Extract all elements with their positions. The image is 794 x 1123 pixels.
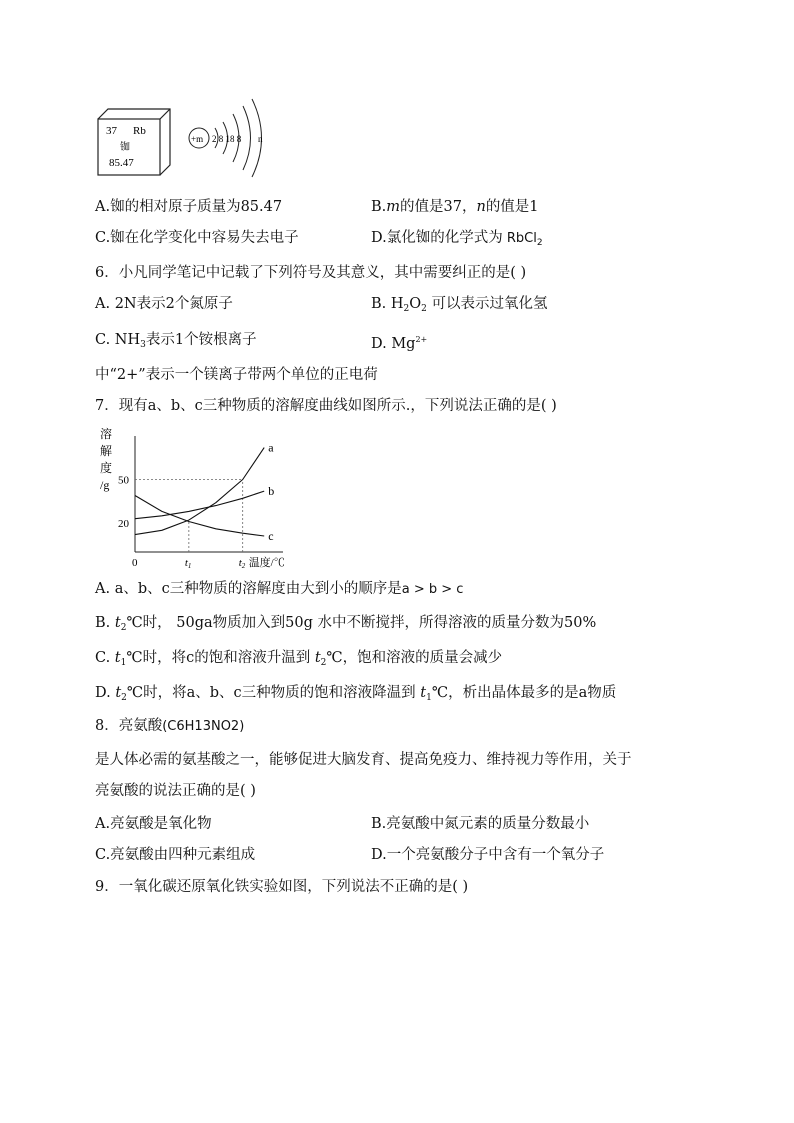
q8-stem-line3: 亮氨酸的说法正确的是( ) — [95, 783, 256, 799]
y-tick-label-50: 50 — [118, 474, 129, 487]
y-axis-label-1: 解 — [100, 444, 113, 458]
q8-option-b[interactable]: B.亮氨酸中氮元素的质量分数最小 — [371, 816, 590, 832]
outer-electrons: n — [258, 134, 263, 144]
element-symbol: Rb — [133, 125, 146, 137]
q8-option-d[interactable]: D.一个亮氨酸分子中含有一个氧分子 — [371, 847, 605, 863]
q5-option-a[interactable]: A.铷的相对原子质量为85.47 — [95, 199, 283, 215]
curve-a — [135, 448, 264, 535]
x-tick-label-t2: t2 — [238, 557, 246, 570]
q7-option-b[interactable]: B. $t_2℃$时， 50ga物质加入到50g 水中不断搅拌，所得溶液的质量分数为50% — [95, 615, 597, 633]
rubidium-svg — [95, 95, 275, 185]
y-axis-label-0: 溶 — [100, 427, 113, 441]
q8-option-a[interactable]: A.亮氨酸是氧化物 — [95, 816, 212, 832]
atomic-number: 37 — [106, 125, 117, 137]
q6-option-d-continued: 中“2+”表示一个镁离子带两个单位的正电荷 — [95, 367, 378, 383]
curve-label-a: a — [268, 440, 274, 455]
x-tick-label-t1: t1 — [184, 557, 192, 570]
x-axis-label: 温度/℃ — [248, 557, 285, 569]
curve-label-c: c — [268, 529, 274, 544]
q9-stem: 9．一氧化碳还原氧化铁实验如图，下列说法不正确的是( ) — [95, 879, 469, 895]
q6-option-c[interactable]: C. $NH_3$表示1个铵根离子 — [95, 332, 257, 350]
x-tick-label-0: 0 — [132, 557, 138, 569]
y-axis-label-3: /g — [100, 478, 110, 492]
element-name: 铷 — [120, 142, 130, 153]
curve-c — [135, 496, 264, 537]
q6-option-a[interactable]: A. 2N表示2个氮原子 — [95, 296, 233, 312]
q6-option-d[interactable]: D. $Mg^{2+}$ — [371, 335, 428, 352]
nucleus-label: +m — [191, 134, 204, 144]
q6-option-b[interactable]: B. $H_2O_2$ 可以表示过氧化氢 — [371, 296, 548, 314]
solubility-chart-svg — [98, 424, 288, 570]
q8-formula: (C6H13NO2) — [162, 719, 245, 734]
y-axis-label-2: 度 — [100, 461, 113, 475]
q7-option-c[interactable]: C. $t_1℃$时，将c的饱和溶液升温到 $t_2℃$，饱和溶液的质量会减少 — [95, 650, 503, 668]
q5-option-b[interactable]: B.m的值是37，n的值是1 — [371, 199, 539, 215]
solubility-chart — [98, 424, 288, 570]
shell-electrons: 2 8 18 8 — [212, 134, 242, 144]
curve-label-b: b — [268, 484, 275, 499]
atomic-mass: 85.47 — [109, 157, 134, 169]
shell-arc-4 — [243, 106, 251, 170]
rubidium-figure — [95, 95, 275, 185]
q8-option-c[interactable]: C.亮氨酸由四种元素组成 — [95, 847, 256, 863]
y-tick-label-20: 20 — [118, 518, 129, 530]
q7-option-d[interactable]: D. $t_2℃$时，将a、b、c三种物质的饱和溶液降温到 $t_1℃$，析出晶体最多的是a物质 — [95, 685, 617, 703]
q5-option-c[interactable]: C.铷在化学变化中容易失去电子 — [95, 230, 299, 246]
q8-stem-line1: 8．亮氨酸(C6H13NO2) — [95, 718, 245, 734]
q8-stem-line2: 是人体必需的氨基酸之一，能够促进大脑发育、提高免疫力、维持视力等作用，关于 — [95, 752, 632, 768]
q5-option-d[interactable]: D.氯化铷的化学式为 RbCl$_2$ — [371, 230, 543, 248]
q6-stem: 6．小凡同学笔记中记载了下列符号及其意义，其中需要纠正的是( ) — [95, 265, 527, 281]
q7-stem: 7．现有a、b、c三种物质的溶解度曲线如图所示.，下列说法正确的是( ) — [95, 398, 557, 414]
q7-option-a[interactable]: A. a、b、c三种物质的溶解度由大到小的顺序是a > b > c — [95, 581, 464, 597]
curve-b — [135, 491, 264, 519]
